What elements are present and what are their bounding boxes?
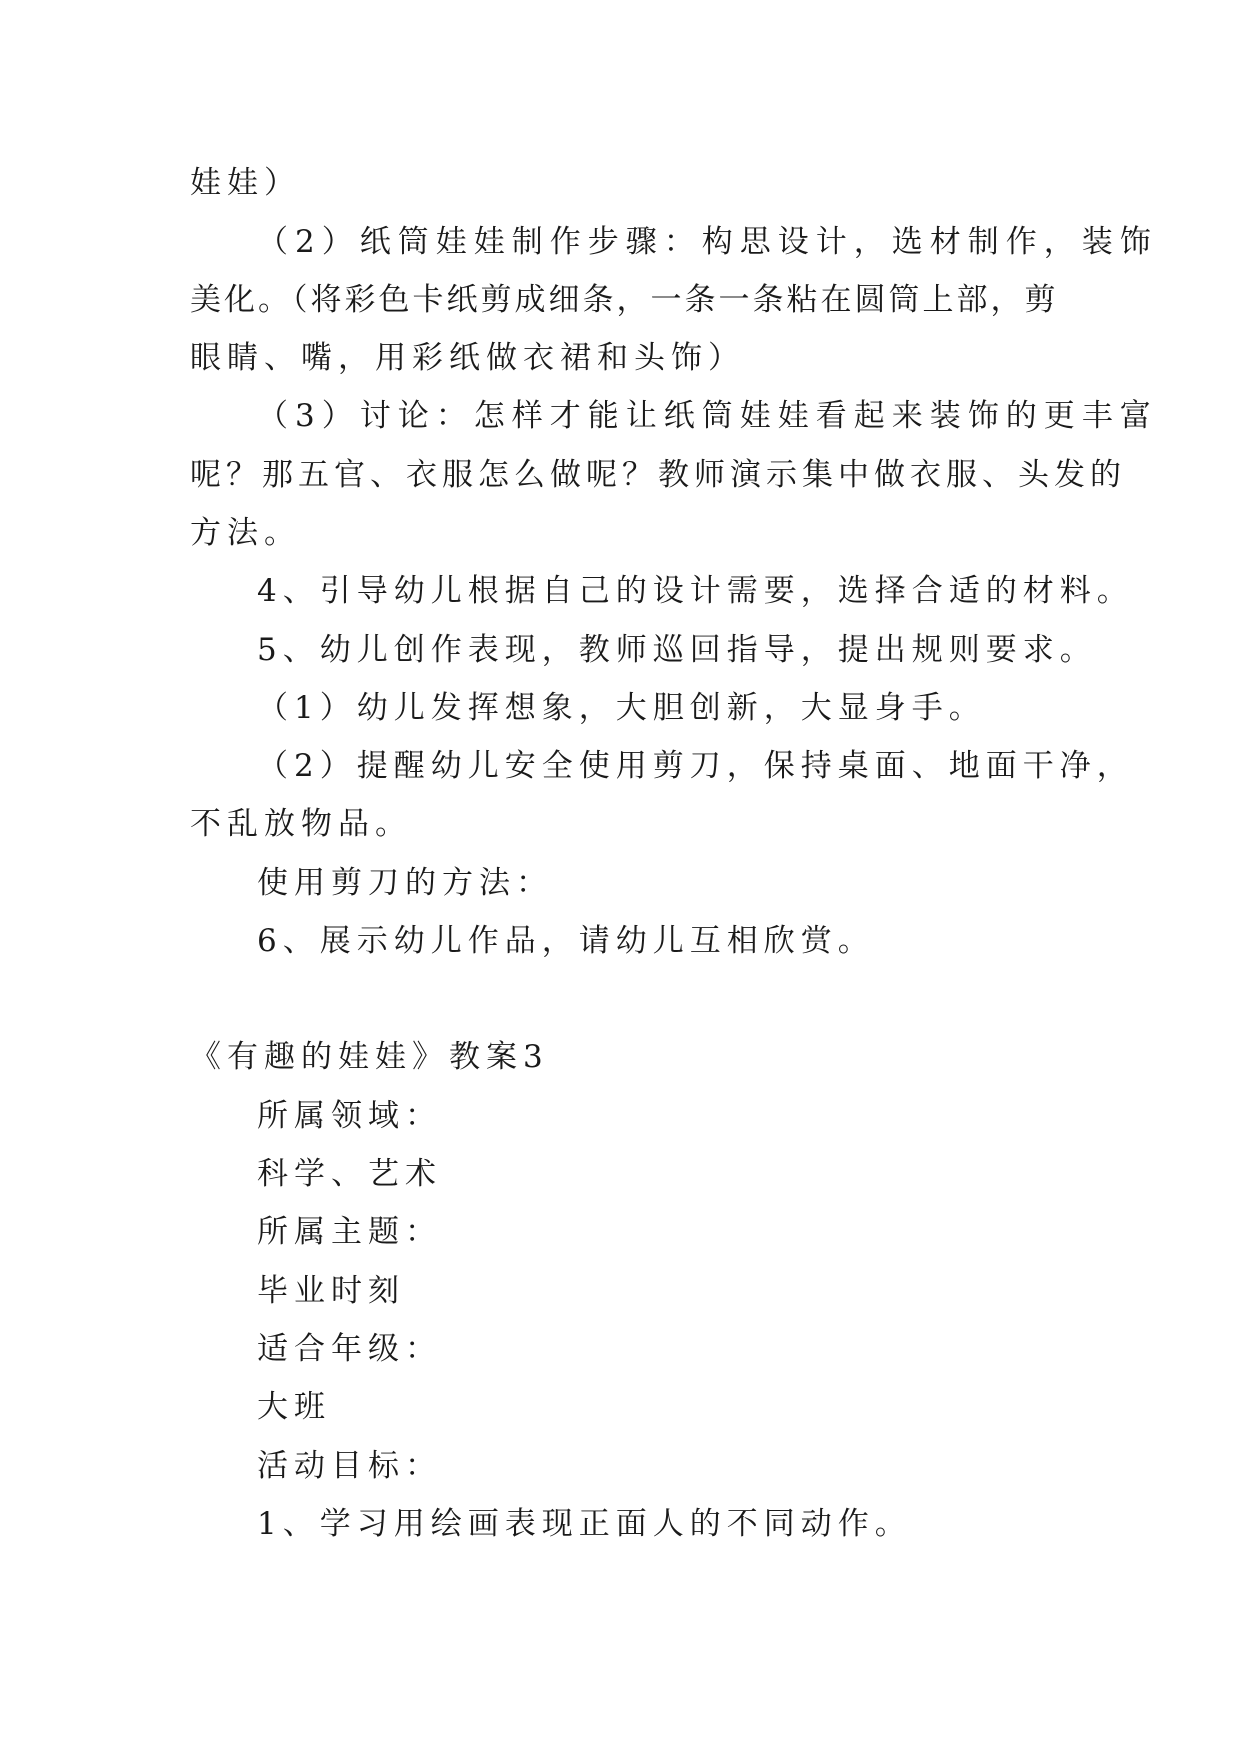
text-line: 呢？那五官、衣服怎么做呢？教师演示集中做衣服、头发的 [190, 457, 1126, 493]
text-line: 方法。 [190, 515, 301, 551]
text-line: 眼睛、嘴，用彩纸做衣裙和头饰） [190, 340, 745, 376]
text-line: 娃娃） [190, 165, 301, 201]
text-line: 使用剪刀的方法： [257, 865, 553, 901]
text-line: 6、展示幼儿作品，请幼儿互相欣赏。 [257, 923, 875, 959]
section-title: 《有趣的娃娃》教案3 [190, 1039, 549, 1075]
text-line: 所属主题： [257, 1214, 442, 1250]
text-line: 适合年级： [257, 1331, 442, 1367]
text-line: （3）讨论：怎样才能让纸筒娃娃看起来装饰的更丰富 [257, 398, 1158, 434]
text-line: （1）幼儿发挥想象，大胆创新，大显身手。 [257, 690, 986, 726]
text-line: 1、学习用绘画表现正面人的不同动作。 [257, 1506, 912, 1542]
text-line: （2）提醒幼儿安全使用剪刀，保持桌面、地面干净， [257, 748, 1134, 784]
text-line: 5、幼儿创作表现，教师巡回指导，提出规则要求。 [257, 632, 1097, 668]
text-line: 科学、艺术 [257, 1156, 442, 1192]
text-line: 毕业时刻 [257, 1273, 405, 1309]
text-line: 不乱放物品。 [190, 806, 412, 842]
text-line: 4、引导幼儿根据自己的设计需要，选择合适的材料。 [257, 573, 1134, 609]
text-line: 美化。（将彩色卡纸剪成细条，一条一条粘在圆筒上部，剪 [190, 282, 1059, 318]
text-line: 大班 [257, 1389, 331, 1425]
text-line: 活动目标： [257, 1448, 442, 1484]
text-line: （2）纸筒娃娃制作步骤：构思设计，选材制作，装饰 [257, 224, 1158, 260]
text-line: 所属领域： [257, 1098, 442, 1134]
